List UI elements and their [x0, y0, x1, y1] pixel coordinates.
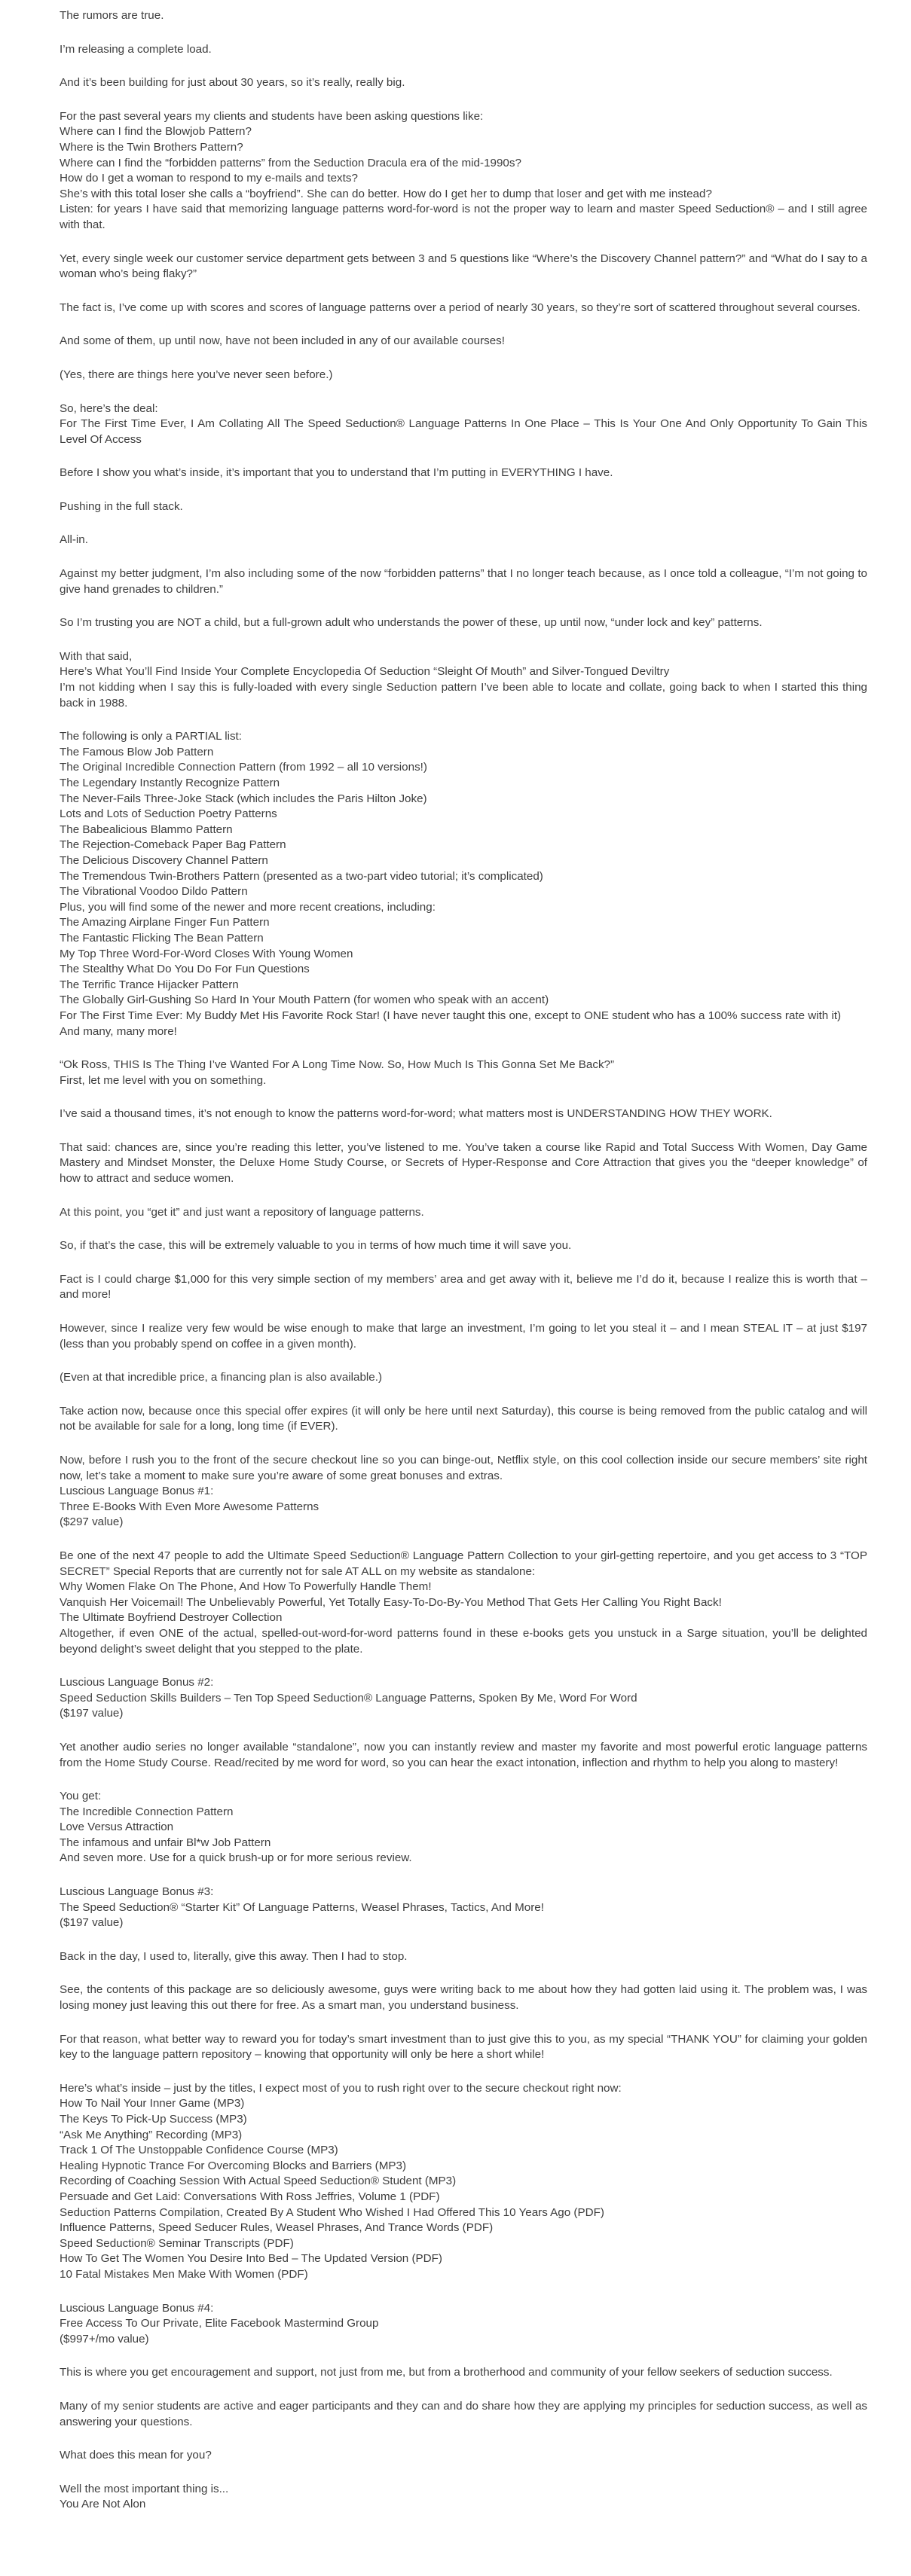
letter-paragraph — [60, 1238, 867, 1254]
letter-line: The Famous Blow Job Pattern — [60, 745, 214, 758]
letter-paragraph — [60, 2448, 867, 2464]
letter-paragraph — [60, 566, 867, 597]
letter-line: Persuade and Get Laid: Conversations With Ross Jeffries, Volume 1 (PDF) — [60, 2190, 440, 2203]
letter-line: Back in the day, I used to, literally, give this away. Then I had to stop. — [60, 1949, 408, 1963]
letter-line: Pushing in the full stack. — [60, 499, 183, 513]
letter-line: The Fantastic Flicking The Bean Pattern — [60, 931, 264, 945]
letter-line: So, here’s the deal: — [60, 401, 158, 415]
letter-line: (Yes, there are things here you’ve never seen before.) — [60, 368, 333, 381]
letter-line: Vanquish Her Voicemail! The Unbelievably Powerful, Yet Totally Easy-To-Do-By-You Method That Gets Her Calling You Right Back! — [60, 1595, 722, 1609]
letter-line: The Amazing Airplane Finger Fun Pattern — [60, 916, 270, 929]
letter-line: Healing Hypnotic Trance For Overcoming Blocks and Barriers (MP3) — [60, 2159, 407, 2172]
letter-paragraph — [60, 2399, 867, 2430]
letter-line: Listen: for years I have said that memorizing language patterns word-for-word is not the proper way to learn and master Speed Seduction® – and I still agree with that. — [60, 203, 867, 231]
letter-paragraph — [60, 649, 867, 711]
letter-line: Plus, you will find some of the newer and more recent creations, including: — [60, 900, 436, 914]
letter-line: The Vibrational Voodoo Dildo Pattern — [60, 885, 248, 899]
letter-paragraph — [60, 1370, 867, 1386]
letter-line: The rumors are true. — [60, 9, 164, 22]
letter-line: ($197 value) — [60, 1916, 124, 1930]
letter-paragraph — [60, 2032, 867, 2063]
letter-paragraph — [60, 334, 867, 349]
letter-paragraph — [60, 1321, 867, 1352]
letter-line: Speed Seduction® Seminar Transcripts (PDF) — [60, 2236, 294, 2250]
letter-line: The Terrific Trance Hijacker Pattern — [60, 978, 239, 991]
letter-paragraph — [60, 301, 867, 316]
letter-paragraph — [60, 109, 867, 233]
letter-line: (Even at that incredible price, a financing plan is also available.) — [60, 1371, 383, 1384]
letter-paragraph — [60, 42, 867, 58]
letter-line: Be one of the next 47 people to add the Ultimate Speed Seduction® Language Pattern Collection to your girl-getting repertoire, and you get access to 3 “TOP SECRET” Special Reports that are currently not for sale AT ALL on my website as standalone: — [60, 1549, 867, 1578]
letter-line: At this point, you “get it” and just want a repository of language patterns. — [60, 1205, 424, 1219]
letter-paragraph — [60, 252, 867, 282]
letter-line: First, let me level with you on something. — [60, 1073, 267, 1087]
letter-line: That said: chances are, since you’re reading this letter, you’ve listened to me. You’ve taken a course like Rapid and Total Success With Women, Day Game Mastery and Mindset Monster, the Deluxe Home Study Course, or Secrets of Hyper-Response and Core Attraction that gives you the “deeper knowledge” of how to attract and seduce women. — [60, 1140, 867, 1186]
letter-line: The Never-Fails Three-Joke Stack (which includes the Paris Hilton Joke) — [60, 792, 427, 805]
letter-paragraph — [60, 499, 867, 515]
letter-line: I’m releasing a complete load. — [60, 42, 212, 56]
letter-line: How To Get The Women You Desire Into Bed – The Updated Version (PDF) — [60, 2252, 442, 2266]
letter-line: For the past several years my clients and students have been asking questions like: — [60, 109, 484, 123]
sales-letter-body — [60, 0, 867, 2531]
letter-line: The Tremendous Twin-Brothers Pattern (presented as a two-part video tutorial; it’s complicated) — [60, 869, 543, 883]
letter-line: For that reason, what better way to reward you for today’s smart investment than to just give this to you, as my special “THANK YOU” for claiming your golden key to the language pattern repository – knowing that opportunity will only be here a short while! — [60, 2032, 867, 2062]
letter-paragraph — [60, 1885, 867, 1931]
letter-line: “Ok Ross, THIS Is The Thing I’ve Wanted For A Long Time Now. So, How Much Is This Gonna Set Me Back?” — [60, 1058, 615, 1072]
letter-line: ($297 value) — [60, 1515, 124, 1529]
letter-line: With that said, — [60, 649, 133, 663]
letter-paragraph — [60, 2081, 867, 2283]
letter-paragraph — [60, 729, 867, 1039]
letter-line: I’ve said a thousand times, it’s not enough to know the patterns word-for-word; what matters most is UNDERSTANDING HOW THEY WORK. — [60, 1107, 772, 1121]
letter-paragraph — [60, 1949, 867, 1965]
letter-line: I’m not kidding when I say this is fully-loaded with every single Seduction pattern I’ve been able to locate and collate, going back to when I started this thing back in 1988. — [60, 681, 867, 710]
letter-line: The Globally Girl-Gushing So Hard In Your Mouth Pattern (for women who speak with an accent) — [60, 993, 549, 1007]
letter-line: 10 Fatal Mistakes Men Make With Women (PDF) — [60, 2267, 308, 2281]
letter-line: Free Access To Our Private, Elite Facebook Mastermind Group — [60, 2317, 379, 2330]
letter-line: Luscious Language Bonus #3: — [60, 1885, 214, 1899]
letter-paragraph — [60, 533, 867, 548]
letter-line: Love Versus Attraction — [60, 1821, 174, 1834]
letter-line: And it’s been building for just about 30 years, so it’s really, really big. — [60, 76, 405, 90]
letter-line: The infamous and unfair Bl*w Job Pattern — [60, 1836, 271, 1849]
letter-line: Many of my senior students are active and eager participants and they can and do share how they are applying my principles for seduction success, as well as answering your questions. — [60, 2399, 867, 2428]
letter-line: Influence Patterns, Speed Seducer Rules, Weasel Phrases, And Trance Words (PDF) — [60, 2221, 494, 2235]
letter-line: The fact is, I’ve come up with scores and scores of language patterns over a period of nearly 30 years, so they’re sort of scattered throughout several courses. — [60, 301, 861, 314]
letter-paragraph — [60, 1453, 867, 1531]
letter-paragraph — [60, 1140, 867, 1187]
letter-paragraph — [60, 465, 867, 481]
letter-paragraph — [60, 75, 867, 91]
letter-line: This is where you get encouragement and support, not just from me, but from a brotherhood and community of your fellow seekers of seduction success. — [60, 2366, 833, 2379]
letter-line: Where is the Twin Brothers Pattern? — [60, 140, 243, 154]
letter-line: And some of them, up until now, have not been included in any of our available courses! — [60, 334, 505, 348]
letter-line: The Babealicious Blammo Pattern — [60, 823, 233, 836]
letter-paragraph — [60, 401, 867, 448]
letter-line: So I’m trusting you are NOT a child, but a full-grown adult who understands the power of these, up until now, “under lock and key” patterns. — [60, 616, 763, 630]
letter-line: The Incredible Connection Pattern — [60, 1805, 234, 1818]
letter-paragraph — [60, 1058, 867, 1088]
letter-line: The Speed Seduction® “Starter Kit” Of Language Patterns, Weasel Phrases, Tactics, And More! — [60, 1900, 544, 1914]
letter-paragraph — [60, 2301, 867, 2348]
letter-line: Track 1 Of The Unstoppable Confidence Course (MP3) — [60, 2144, 338, 2157]
letter-line: Now, before I rush you to the front of the secure checkout line so you can binge-out, Netflix style, on this cool collection inside our secure members’ site right now, let’s take a moment to make sure you’re aware of some great bonuses and extras. — [60, 1454, 867, 1482]
letter-paragraph — [60, 1106, 867, 1122]
letter-line: Luscious Language Bonus #2: — [60, 1676, 214, 1689]
letter-line: See, the contents of this package are so deliciously awesome, guys were writing back to me about how they had gotten laid using it. The problem was, I was losing money just leaving this out there for free. As a smart man, you understand business. — [60, 1983, 867, 2013]
letter-line: ($197 value) — [60, 1707, 124, 1720]
letter-line: For The First Time Ever, I Am Collating All The Speed Seduction® Language Patterns In One Place – This Is Your One And Only Opportunity To Gain This Level Of Access — [60, 417, 867, 446]
letter-line: Speed Seduction Skills Builders – Ten Top Speed Seduction® Language Patterns, Spoken By Me, Word For Word — [60, 1691, 637, 1705]
letter-paragraph — [60, 1982, 867, 2013]
letter-line: Before I show you what’s inside, it’s important that you to understand that I’m putting in EVERYTHING I have. — [60, 466, 613, 480]
letter-line: Three E-Books With Even More Awesome Patterns — [60, 1500, 319, 1513]
letter-paragraph — [60, 2365, 867, 2381]
letter-line: The following is only a PARTIAL list: — [60, 730, 242, 743]
letter-line: Here’s What You’ll Find Inside Your Complete Encyclopedia Of Seduction “Sleight Of Mouth” and Silver-Tongued Deviltry — [60, 665, 670, 679]
letter-paragraph — [60, 615, 867, 631]
letter-line: And seven more. Use for a quick brush-up or for more serious review. — [60, 1851, 412, 1865]
letter-line: Against my better judgment, I’m also including some of the now “forbidden patterns” that I no longer teach because, as I once told a colleague, “I’m not going to give hand grenades to children.” — [60, 567, 867, 596]
letter-paragraph — [60, 1205, 867, 1221]
letter-paragraph — [60, 8, 867, 24]
letter-line: Take action now, because once this special offer expires (it will only be here until next Saturday), this course is being removed from the public catalog and will not be available for sale for a long, long time (if EVER). — [60, 1404, 867, 1433]
letter-line: The Ultimate Boyfriend Destroyer Collection — [60, 1611, 283, 1625]
letter-line: Yet, every single week our customer service department gets between 3 and 5 questions like “Where’s the Discovery Channel pattern?” and “What do I say to a woman who’s being flaky?” — [60, 252, 867, 281]
letter-line: How To Nail Your Inner Game (MP3) — [60, 2097, 245, 2111]
letter-line: The Rejection-Comeback Paper Bag Pattern — [60, 838, 286, 852]
letter-line: Luscious Language Bonus #4: — [60, 2301, 214, 2315]
letter-line: The Keys To Pick-Up Success (MP3) — [60, 2113, 247, 2126]
letter-line: What does this mean for you? — [60, 2449, 212, 2462]
letter-line: How do I get a woman to respond to my e-mails and texts? — [60, 172, 358, 185]
letter-line: The Legendary Instantly Recognize Pattern — [60, 777, 280, 789]
letter-line: Recording of Coaching Session With Actual Speed Seduction® Student (MP3) — [60, 2175, 457, 2188]
letter-line: Here’s what’s inside – just by the titles, I expect most of you to rush right over to the secure checkout right now: — [60, 2081, 622, 2095]
letter-line: Luscious Language Bonus #1: — [60, 1485, 214, 1498]
letter-line: You get: — [60, 1790, 102, 1803]
letter-paragraph — [60, 2482, 867, 2513]
letter-line: Fact is I could charge $1,000 for this very simple section of my members’ area and get away with it, believe me I’d do it, because I realize this is worth that – and more! — [60, 1272, 867, 1302]
letter-line: “Ask Me Anything” Recording (MP3) — [60, 2128, 243, 2141]
letter-line: Where can I find the Blowjob Pattern? — [60, 125, 252, 139]
letter-line: Where can I find the “forbidden patterns” from the Seduction Dracula era of the mid-1990s? — [60, 156, 521, 169]
letter-paragraph — [60, 1404, 867, 1435]
letter-line: Altogether, if even ONE of the actual, spelled-out-word-for-word patterns found in these e-books gets you unstuck in a Sarge situation, you’ll be delighted beyond delight’s sweet delight that you stepped to the plate. — [60, 1626, 867, 1656]
letter-line: She’s with this total loser she calls a “boyfriend”. She can do better. How do I get her to dump that loser and get with me instead? — [60, 187, 712, 200]
letter-paragraph — [60, 1740, 867, 1771]
letter-line: The Original Incredible Connection Pattern (from 1992 – all 10 versions!) — [60, 761, 427, 774]
letter-line: Seduction Patterns Compilation, Created By A Student Who Wished I Had Offered This 10 Years Ago (PDF) — [60, 2205, 604, 2219]
letter-line: For The First Time Ever: My Buddy Met His Favorite Rock Star! (I have never taught this one, except to ONE student who has a 100% success rate with it) — [60, 1009, 842, 1022]
letter-line: You Are Not Alon — [60, 2498, 146, 2511]
letter-line: All-in. — [60, 533, 88, 547]
letter-paragraph — [60, 1549, 867, 1657]
letter-line: And many, many more! — [60, 1024, 177, 1038]
letter-line: My Top Three Word-For-Word Closes With Young Women — [60, 947, 353, 960]
letter-line: The Delicious Discovery Channel Pattern — [60, 853, 268, 867]
letter-line: Lots and Lots of Seduction Poetry Patterns — [60, 807, 277, 821]
letter-paragraph — [60, 368, 867, 383]
letter-line: ($997+/mo value) — [60, 2332, 149, 2346]
letter-paragraph — [60, 1272, 867, 1303]
letter-line: Well the most important thing is... — [60, 2482, 229, 2495]
letter-line: Yet another audio series no longer available “standalone”, now you can instantly review and master my favorite and most powerful erotic language patterns from the Home Study Course. Read/recited by me word for word, so you can hear the exact intonation, inflection and rhythm to help you along to mastery! — [60, 1740, 867, 1769]
letter-line: Why Women Flake On The Phone, And How To Powerfully Handle Them! — [60, 1580, 432, 1594]
letter-line: However, since I realize very few would be wise enough to make that large an investment, I’m going to let you steal it – and I mean STEAL IT – at just $197 (less than you probably spend on coffee in a given month). — [60, 1322, 867, 1351]
letter-line: The Stealthy What Do You Do For Fun Questions — [60, 963, 310, 976]
letter-paragraph — [60, 1675, 867, 1722]
letter-paragraph — [60, 1789, 867, 1866]
letter-line: So, if that’s the case, this will be extremely valuable to you in terms of how much time it will save you. — [60, 1239, 572, 1253]
